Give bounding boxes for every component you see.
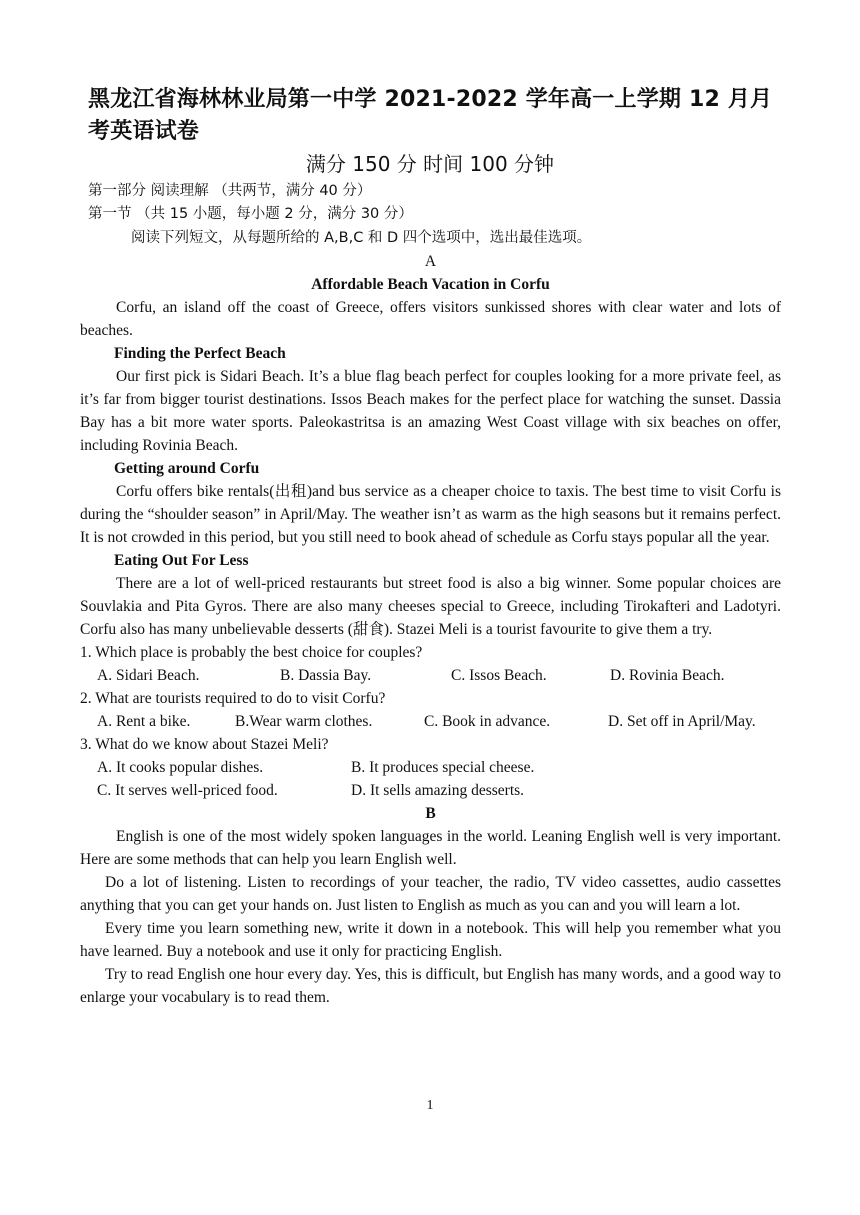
question-3-option-c: C. It serves well-priced food. [97,782,278,799]
directions: 阅读下列短文，从每题所给的 A,B,C 和 D 四个选项中，选出最佳选项。 [131,230,592,246]
passage-b-paragraph-4: Try to read English one hour every day. Yes, this is difficult, but English has many words, and a good way to enlarge your vocabulary is to read them. [80,966,781,1006]
passage-a-paragraph-beach: Our first pick is Sidari Beach. It’s a blue flag beach perfect for couples looking for a more private feel, as it’s far from bigger tourist destinations. Issos Beach makes for the perfect place for watching the sunset. Dassia Bay has a bit more water sports. Paleokastritsa is an amazing West Coast village with six beaches on offer, including Rovinia Beach. [80,368,781,454]
question-2-option-d: D. Set off in April/May. [608,713,756,730]
passage-a-paragraph-food: There are a lot of well-priced restaurants but street food is also a big winner. Some popular choices are Souvlakia and Pita Gyros. There are also many cheeses special to Greece, including Tirokafteri and Ladotyri. Corfu also has many unbelievable desserts (甜食). Stazei Meli is a tourist favourite to give them a try. [80,575,781,638]
passage-a-heading-transport: Getting around Corfu [114,460,260,477]
question-3-option-d: D. It sells amazing desserts. [351,782,525,799]
question-1-option-b: B. Dassia Bay. [280,667,372,684]
part-heading: 第一部分 阅读理解 （共两节，满分 40 分） [88,183,372,199]
page-number: 1 [426,1098,434,1113]
question-1-option-a: A. Sidari Beach. [97,667,200,684]
question-1-option-c: C. Issos Beach. [451,667,547,684]
question-3-options-row-2 [80,779,781,802]
question-3-option-b: B. It produces special cheese. [351,759,535,776]
passage-a-label: A [424,253,437,270]
passage-a-heading-food: Eating Out For Less [114,552,249,569]
question-1-stem: 1. Which place is probably the best choice for couples? [80,644,423,661]
exam-subtitle: 满分 150 分 时间 100 分钟 [305,152,555,176]
passage-b-label: B [425,805,436,822]
passage-a-heading-beach: Finding the Perfect Beach [114,345,286,362]
passage-b-paragraph-1: English is one of the most widely spoken languages in the world. Leaning English well is very important. Here are some methods that can help you learn English well. [80,828,781,868]
question-2-option-b: B.Wear warm clothes. [235,713,373,730]
exam-title: 黑龙江省海林林业局第一中学 2021-2022 学年高一上学期 12 月月考英语试卷 [88,87,773,144]
question-3-options-row-1 [80,756,781,779]
question-3-option-a: A. It cooks popular dishes. [97,759,264,776]
passage-b-paragraph-3: Every time you learn something new, write it down in a notebook. This will help you remember what you have learned. Buy a notebook and use it only for practicing English. [80,920,781,960]
question-1-options [80,664,781,687]
passage-body [80,250,781,1009]
question-1-option-d: D. Rovinia Beach. [610,667,725,684]
passage-b-paragraph-2: Do a lot of listening. Listen to recordings of your teacher, the radio, TV video cassettes, audio cassettes anything that you can get your hands on. Just listen to English as much as you can and you will learn a lot. [80,874,781,914]
question-2-option-a: A. Rent a bike. [97,713,191,730]
question-2-stem: 2. What are tourists required to do to visit Corfu? [80,690,386,707]
question-2-option-c: C. Book in advance. [424,713,551,730]
passage-a-title: Affordable Beach Vacation in Corfu [311,276,550,293]
question-2-options [80,710,781,733]
passage-a-intro: Corfu, an island off the coast of Greece, offers visitors sunkissed shores with clear water and lots of beaches. [80,299,781,339]
question-3-stem: 3. What do we know about Stazei Meli? [80,736,329,753]
passage-a-paragraph-transport: Corfu offers bike rentals(出租)and bus service as a cheaper choice to taxis. The best time to visit Corfu is during the “shoulder season” in April/May. The weather isn’t as warm as the high seasons but it remains perfect. It is not crowded in this period, but you still need to book ahead of schedule as Corfu stays popular all the year. [80,483,781,546]
section-heading: 第一节 （共 15 小题，每小题 2 分，满分 30 分） [88,206,413,222]
